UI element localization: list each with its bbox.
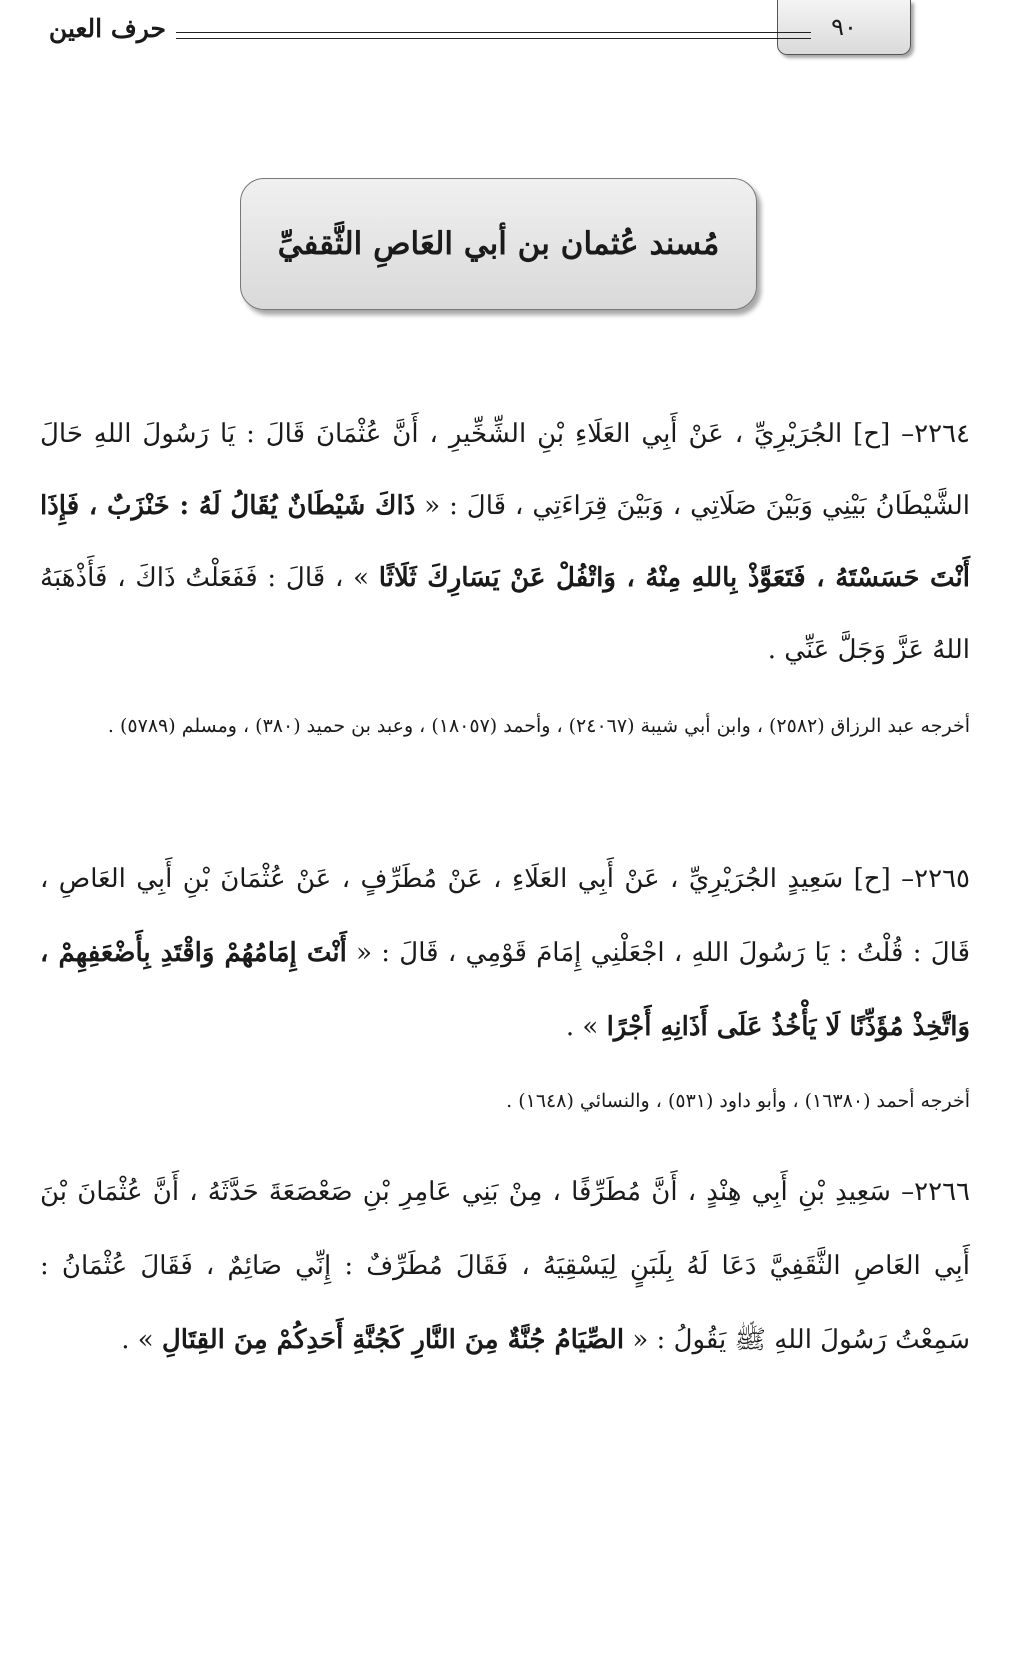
entry-number: ٢٢٦٥ bbox=[914, 864, 970, 894]
isnad-text: – [ح] الجُرَيْرِيِّ ، عَنْ أَبِي العَلَاءِ بْنِ الشِّخِّيرِ ، أَنَّ عُثْمَانَ قَالَ : يَا رَسُولَ اللهِ حَالَ الشَّيْطَانُ بَيْنِي وَبَيْنَ صَلَاتِي ، وَبَيْنَ قِرَاءَتِي ، قَالَ : « bbox=[40, 419, 971, 521]
hadith-entry-2265 bbox=[40, 842, 970, 1064]
entry-text bbox=[40, 842, 970, 1064]
entry-text bbox=[40, 398, 970, 686]
isnad-text: – سَعِيدِ بْنِ أَبِي هِنْدٍ ، أَنَّ مُطَرِّفًا ، مِنْ بَنِي عَامِرِ بْنِ صَعْصَعَةَ حَدَّثَهُ ، أَنَّ عُثْمَانَ بْنَ أَبِي العَاصِ الثَّقَفِيَّ دَعَا لَهُ بِلَبَنٍ لِيَسْقِيَهُ ، فَقَالَ مُطَرِّفٌ : إِنِّي صَائِمٌ ، فَقَالَ عُثْمَانُ : سَمِعْتُ رَسُولَ اللهِ ﷺ يَقُولُ : « bbox=[40, 1177, 970, 1355]
hadith-entry-2264 bbox=[40, 398, 970, 686]
chapter-title: مُسند عُثمان بن أبي العَاصِ الثَّقفيِّ bbox=[277, 226, 720, 262]
takhrij-2265: أخرجه أحمد (١٦٣٨٠) ، وأبو داود (٥٣١) ، والنسائي (١٦٤٨) . bbox=[506, 1090, 970, 1112]
hadith-entry-2266 bbox=[40, 1155, 970, 1377]
isnad-text: – [ح] سَعِيدٍ الجُرَيْرِيِّ ، عَنْ أَبِي العَلَاءِ ، عَنْ مُطَرِّفٍ ، عَنْ عُثْمَانَ بْنِ أَبِي العَاصِ ، قَالَ : قُلْتُ : يَا رَسُولَ اللهِ ، اجْعَلْنِي إِمَامَ قَوْمِي ، قَالَ : « bbox=[40, 864, 971, 968]
entry-text bbox=[40, 1155, 970, 1377]
closing-text: » . bbox=[565, 1012, 607, 1042]
page-number: ٩٠ bbox=[831, 13, 857, 41]
chapter-title-box bbox=[240, 178, 757, 310]
closing-text: » ، قَالَ : فَفَعَلْتُ ذَاكَ ، فَأَذْهَبَهُ اللهُ عَزَّ وَجَلَّ عَنِّي . bbox=[40, 563, 970, 665]
entry-number: ٢٢٦٤ bbox=[914, 419, 970, 449]
hadith-text: أَنْتَ إِمَامُهُمْ وَاقْتَدِ بِأَضْعَفِهِمْ ، وَاتَّخِذْ مُؤَذِّنًا لَا يَأْخُذُ عَلَى أَذَانِهِ أَجْرًا bbox=[40, 938, 970, 1042]
header-rule bbox=[176, 32, 811, 33]
page-header bbox=[36, 0, 956, 62]
page-number-tab bbox=[777, 0, 911, 55]
section-heading: حرف العين bbox=[48, 14, 166, 43]
hadith-text: الصِّيَامُ جُنَّةٌ مِنَ النَّارِ كَجُنَّةِ أَحَدِكُمْ مِنَ القِتَالِ bbox=[161, 1325, 625, 1355]
header-rule bbox=[176, 38, 811, 39]
hadith-text: ذَاكَ شَيْطَانٌ يُقَالُ لَهُ : خَنْزَبٌ ، فَإِذَا أَنْتَ حَسَسْتَهُ ، فَتَعَوَّذْ بِاللهِ مِنْهُ ، وَاتْفُلْ عَنْ يَسَارِكَ ثَلَاثًا bbox=[40, 491, 970, 593]
closing-text: » . bbox=[121, 1325, 162, 1355]
takhrij-2264: أخرجه عبد الرزاق (٢٥٨٢) ، وابن أبي شيبة (٢٤٠٦٧) ، وأحمد (١٨٠٥٧) ، وعبد بن حميد (٣٨٠) ، ومسلم (٥٧٨٩) . bbox=[107, 715, 970, 737]
entry-number: ٢٢٦٦ bbox=[914, 1177, 970, 1207]
